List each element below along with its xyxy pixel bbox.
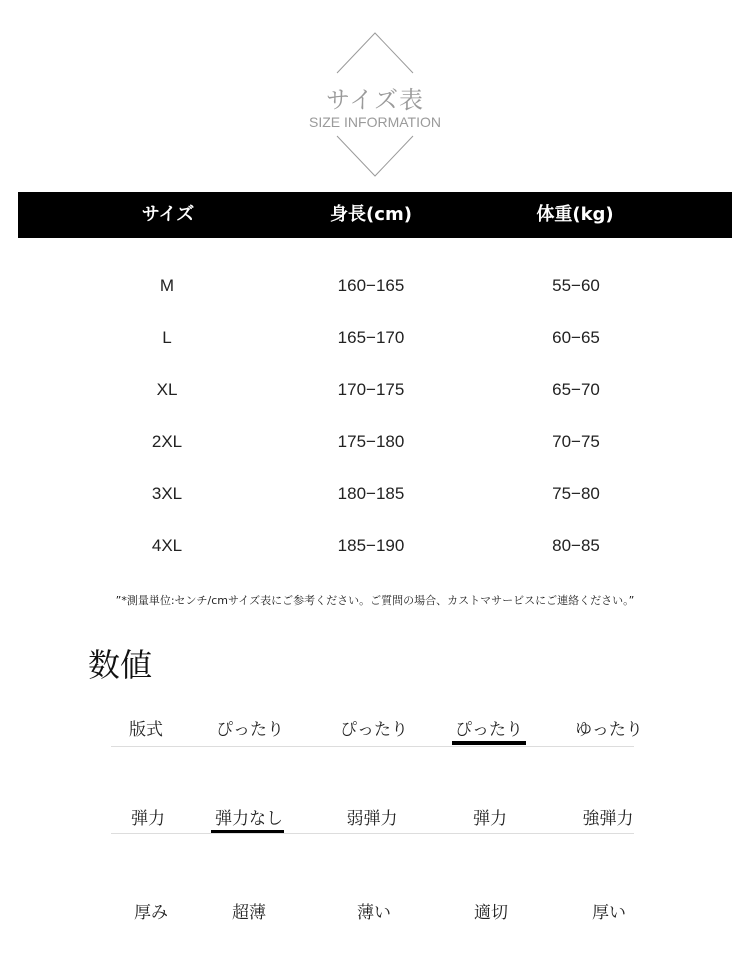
cell-weight: 80−85: [552, 536, 600, 555]
selected-indicator: [452, 741, 526, 745]
cell-weight: 60−65: [552, 328, 600, 347]
attribute-option-selected: 弾力なし: [215, 809, 283, 829]
attribute-row-thickness: [0, 898, 750, 938]
attribute-option: 厚い: [592, 903, 626, 923]
attribute-option-selected: ぴったり: [455, 720, 523, 740]
row-divider: [111, 746, 634, 747]
table-row: [0, 531, 750, 561]
attribute-option: ぴったり: [216, 720, 284, 740]
row-divider: [111, 833, 634, 834]
column-header-weight: 体重(kg): [536, 204, 614, 225]
cell-size: 4XL: [151, 536, 183, 555]
cell-height: 160−165: [337, 276, 405, 295]
attribute-label: 版式: [129, 720, 163, 740]
page-subtitle: SIZE INFORMATION: [309, 114, 441, 130]
attribute-label: 厚み: [134, 903, 168, 923]
measurement-note: ”*測量単位:センチ/cmサイズ表にご参考ください。ご質問の場合、カストマサービスにご連絡ください。”: [115, 594, 635, 607]
ornament-chevron-down-icon: [335, 134, 415, 179]
cell-size: XL: [156, 380, 178, 399]
attribute-option: ぴったり: [340, 720, 408, 740]
attribute-row-fit: [0, 715, 750, 755]
attribute-option: 弱弾力: [346, 809, 398, 829]
cell-height: 180−185: [337, 484, 405, 503]
cell-weight: 70−75: [552, 432, 600, 451]
attribute-option: ゆったり: [575, 720, 643, 740]
cell-size: 2XL: [151, 432, 183, 451]
cell-weight: 75−80: [552, 484, 600, 503]
cell-height: 175−180: [337, 432, 405, 451]
table-row: [0, 271, 750, 301]
cell-size: L: [162, 328, 172, 347]
cell-height: 165−170: [337, 328, 405, 347]
size-table-header: [18, 192, 732, 238]
cell-height: 170−175: [337, 380, 405, 399]
table-row: [0, 427, 750, 457]
attribute-option: 強弾力: [582, 809, 634, 829]
table-row: [0, 375, 750, 405]
cell-size: M: [159, 276, 175, 295]
attribute-option: 適切: [474, 903, 508, 923]
values-section-title: 数値: [88, 646, 153, 684]
cell-weight: 55−60: [552, 276, 600, 295]
cell-height: 185−190: [337, 536, 405, 555]
cell-size: 3XL: [151, 484, 183, 503]
table-row: [0, 323, 750, 353]
ornament-chevron-up-icon: [335, 30, 415, 75]
attribute-label: 弾力: [131, 809, 165, 829]
column-header-size: サイズ: [141, 204, 195, 225]
attribute-row-elasticity: [0, 804, 750, 844]
attribute-option: 弾力: [473, 809, 507, 829]
attribute-option: 薄い: [357, 903, 391, 923]
cell-weight: 65−70: [552, 380, 600, 399]
column-header-height: 身長(cm): [330, 204, 412, 225]
page-title: サイズ表: [325, 86, 425, 114]
table-row: [0, 479, 750, 509]
attribute-option: 超薄: [232, 903, 266, 923]
